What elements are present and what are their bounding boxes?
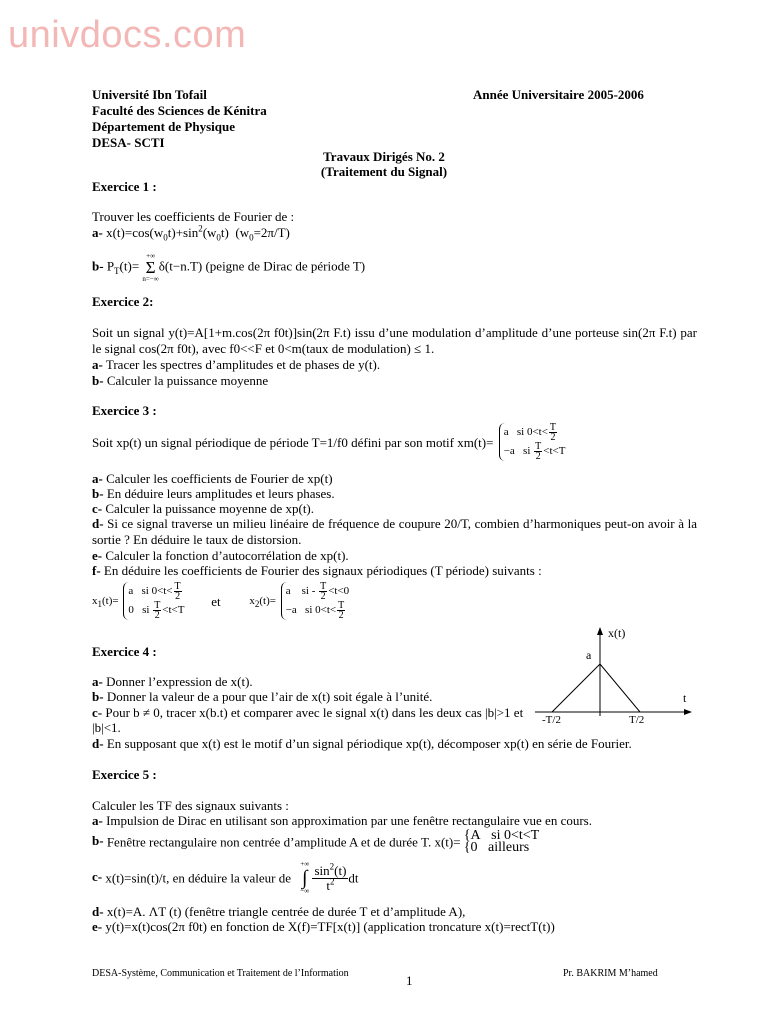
ex5-item-a: a- Impulsion de Dirac en utilisant son approximation par une fenêtre rectangulaire vue en cours. bbox=[92, 813, 592, 828]
ex5-intro: Calculer les TF des signaux suivants : bbox=[92, 798, 289, 813]
x2-definition: a si - $\frac{T}{2}$ <t<0 −a si 0<t< $\frac{T}{2}$ bbox=[281, 582, 349, 620]
ex4-a-text: Donner l’expression de x(t). bbox=[106, 674, 253, 689]
footer-right: Pr. BAKRIM M’hamed bbox=[563, 968, 658, 979]
page-number: 1 bbox=[406, 973, 413, 988]
ex4-c-text: Pour b ≠ 0, tracer x(b.t) et comparer avec le signal x(t) dans les deux cas |b|>1 et |b|<1. bbox=[92, 705, 524, 735]
doc-subtitle: (Traitement du Signal) bbox=[320, 164, 448, 179]
triangle-figure bbox=[530, 624, 700, 730]
ex3-item-b: b- En déduire leurs amplitudes et leurs phases. bbox=[92, 486, 335, 501]
ex5-item-d: d- x(t)=A. ΛT (t) (fenêtre triangle centrée de durée T et d’amplitude A), bbox=[92, 904, 466, 919]
y-axis-arrow bbox=[597, 627, 603, 635]
ex3-signals: $x_1(t)=$ a si 0<t< $\frac{T}{2}$ 0 si $\frac{T}{2}$ <t<T et $x_2(t)=$ a si - $\frac{T}{2}$ <t<0 −a si 0<t< $\frac{T}{2}$ bbox=[92, 581, 350, 621]
ex2-a-text: Tracer les spectres d’amplitudes et de phases de y(t). bbox=[105, 357, 381, 372]
ex4-item-c: c- Pour b ≠ 0, tracer x(b.t) et comparer avec le signal x(t) dans les deux cas |b|>1 et |b|<1. bbox=[92, 705, 524, 735]
ex3-e-text: Calculer la fonction d’autocorrélation de xp(t). bbox=[105, 548, 349, 563]
watermark: univdocs.com bbox=[8, 14, 247, 56]
ex5-e-text: y(t)=x(t)cos(2π f0t) en fonction de X(f)=TF[x(t)] (application troncature x(t)=rectT(t)) bbox=[105, 919, 555, 934]
ex5-item-b: b- Fenêtre rectangulaire non centrée d’amplitude A et de durée T. x(t)= {A si 0<t<T {0 ailleurs bbox=[92, 828, 540, 855]
ex4-item-a: a- Donner l’expression de x(t). bbox=[92, 674, 253, 689]
fig-right-tick: T/2 bbox=[629, 714, 645, 726]
ex3-f-text: En déduire les coefficients de Fourier des signaux périodiques (T période) suivants : bbox=[103, 563, 542, 578]
ex4-b-text: Donner la valeur de a pour que l’air de x(t) soit égale à l’unité. bbox=[106, 689, 433, 704]
et-word: et bbox=[211, 593, 221, 609]
ex2-item-a: a- Tracer les spectres d’amplitudes et de phases de y(t). bbox=[92, 357, 381, 372]
department: Département de Physique bbox=[92, 119, 235, 134]
ex3-intro: Soit xp(t) un signal périodique de période T=1/f0 défini par son motif xm(t)= bbox=[92, 434, 494, 450]
ex1-item-b: b- $P_T(t)=$ +∞ Σ n=−∞ δ(t−n.T) (peigne de Dirac de période T) bbox=[92, 252, 366, 283]
fig-left-tick: -T/2 bbox=[542, 714, 561, 726]
x-axis-arrow bbox=[684, 709, 692, 715]
ex5-c-text: x(t)=sin(t)/t, en déduire la valeur de bbox=[105, 870, 292, 886]
ex2-paragraph: Soit un signal y(t)=A[1+m.cos(2π f0t)]sin(2π F.t) issu d’une modulation d’amplitude d’une porteuse sin(2π F.t) par le signal cos(2π f0t), avec f0<<F et 0<m(taux de modulation) ≤ 1. bbox=[92, 325, 697, 356]
ex5-item-c: c- x(t)=sin(t)/t, en déduire la valeur de +∞ ∫ −∞ $\frac{\sin^2(t)}{t^2}$ dt bbox=[92, 860, 359, 895]
ex3-item-c: c- Calculer la puissance moyenne de xp(t). bbox=[92, 501, 315, 516]
ex4-d-text: En supposant que x(t) est le motif d’un signal périodique xp(t), décomposer xp(t) en série de Fourier. bbox=[106, 736, 632, 751]
ex2-b-text: Calculer la puissance moyenne bbox=[106, 373, 269, 388]
integral-symbol: +∞ ∫ −∞ bbox=[300, 860, 310, 895]
ex3-a-text: Calculer les coefficients de Fourier de xp(t) bbox=[106, 471, 333, 486]
faculty: Faculté des Sciences de Kénitra bbox=[92, 103, 267, 118]
x1-definition: a si 0<t< $\frac{T}{2}$ 0 si $\frac{T}{2}$ <t<T bbox=[123, 582, 184, 620]
ex3-d-text: Si ce signal traverse un milieu linéaire de fréquence de coupure 20/T, combien d’harmoniques peut-on avoir à la sortie ? En déduire le taux de distorsion. bbox=[92, 516, 697, 547]
sinc-fraction: $\frac{\sin^2(t)}{t^2}$ bbox=[314, 861, 347, 893]
ex3-item-e: e- Calculer la fonction d’autocorrélation de xp(t). bbox=[92, 548, 349, 563]
ex3-item-a: a- Calculer les coefficients de Fourier de xp(t) bbox=[92, 471, 333, 486]
fig-peak-label: a bbox=[586, 648, 592, 662]
program: DESA- SCTI bbox=[92, 135, 165, 150]
ex3-intro-line bbox=[92, 423, 565, 463]
ex1-b-label: b- bbox=[92, 258, 104, 274]
ex1-a-label: a- bbox=[92, 225, 103, 240]
ex4-heading: Exercice 4 : bbox=[92, 644, 157, 659]
university: Université Ibn Tofail bbox=[92, 87, 207, 102]
ex2-item-b: b- Calculer la puissance moyenne bbox=[92, 373, 269, 388]
rect-window-def: {A si 0<t<T {0 ailleurs bbox=[463, 828, 540, 855]
doc-title: Travaux Dirigés No. 2 bbox=[323, 149, 445, 164]
ex3-item-f: f- En déduire les coefficients de Fourier des signaux périodiques (T période) suivants : bbox=[92, 563, 542, 578]
triangle-signal bbox=[552, 664, 640, 712]
ex5-b-text: Fenêtre rectangulaire non centrée d’amplitude A et de durée T. x(t)= bbox=[106, 834, 461, 850]
ex5-a-text: Impulsion de Dirac en utilisant son approximation par une fenêtre rectangulaire vue en cours. bbox=[106, 813, 592, 828]
ex5-item-e: e- y(t)=x(t)cos(2π f0t) en fonction de X(f)=TF[x(t)] (application troncature x(t)=rectT(t)) bbox=[92, 919, 555, 934]
fig-xlabel: t bbox=[683, 691, 687, 705]
ex3-c-text: Calculer la puissance moyenne de xp(t). bbox=[105, 501, 315, 516]
academic-year: Année Universitaire 2005-2006 bbox=[473, 87, 644, 102]
ex5-heading: Exercice 5 : bbox=[92, 767, 157, 782]
ex1-intro: Trouver les coefficients de Fourier de : bbox=[92, 209, 295, 224]
ex4-item-b: b- Donner la valeur de a pour que l’air de x(t) soit égale à l’unité. bbox=[92, 689, 433, 704]
ex1-item-a: a- $x(t)=\cos(w_0t)+\sin^2(w_0t)$ $(w_0=2\pi/T)$ bbox=[92, 223, 290, 243]
ex3-b-text: En déduire leurs amplitudes et leurs phases. bbox=[106, 486, 335, 501]
sum-symbol: +∞ Σ n=−∞ bbox=[142, 252, 159, 283]
fig-ylabel: x(t) bbox=[608, 626, 626, 640]
ex3-item-d: d- Si ce signal traverse un milieu linéaire de fréquence de coupure 20/T, combien d’harmoniques peut-on avoir à la sortie ? En déduire le taux de distorsion. bbox=[92, 516, 697, 547]
ex3-heading: Exercice 3 : bbox=[92, 403, 157, 418]
ex4-item-d: d- En supposant que x(t) est le motif d’un signal périodique xp(t), décomposer xp(t) en série de Fourier. bbox=[92, 736, 632, 751]
ex1-heading: Exercice 1 : bbox=[92, 179, 157, 194]
ex5-d-text: x(t)=A. ΛT (t) (fenêtre triangle centrée de durée T et d’amplitude A), bbox=[106, 904, 466, 919]
ex2-heading: Exercice 2: bbox=[92, 294, 154, 309]
motif-definition: a si 0<t< $\frac{T}{2}$ −a si $\frac{T}{2}$ <t<T bbox=[499, 423, 566, 461]
footer-left: DESA-Système, Communication et Traitement de l’Information bbox=[92, 968, 349, 979]
